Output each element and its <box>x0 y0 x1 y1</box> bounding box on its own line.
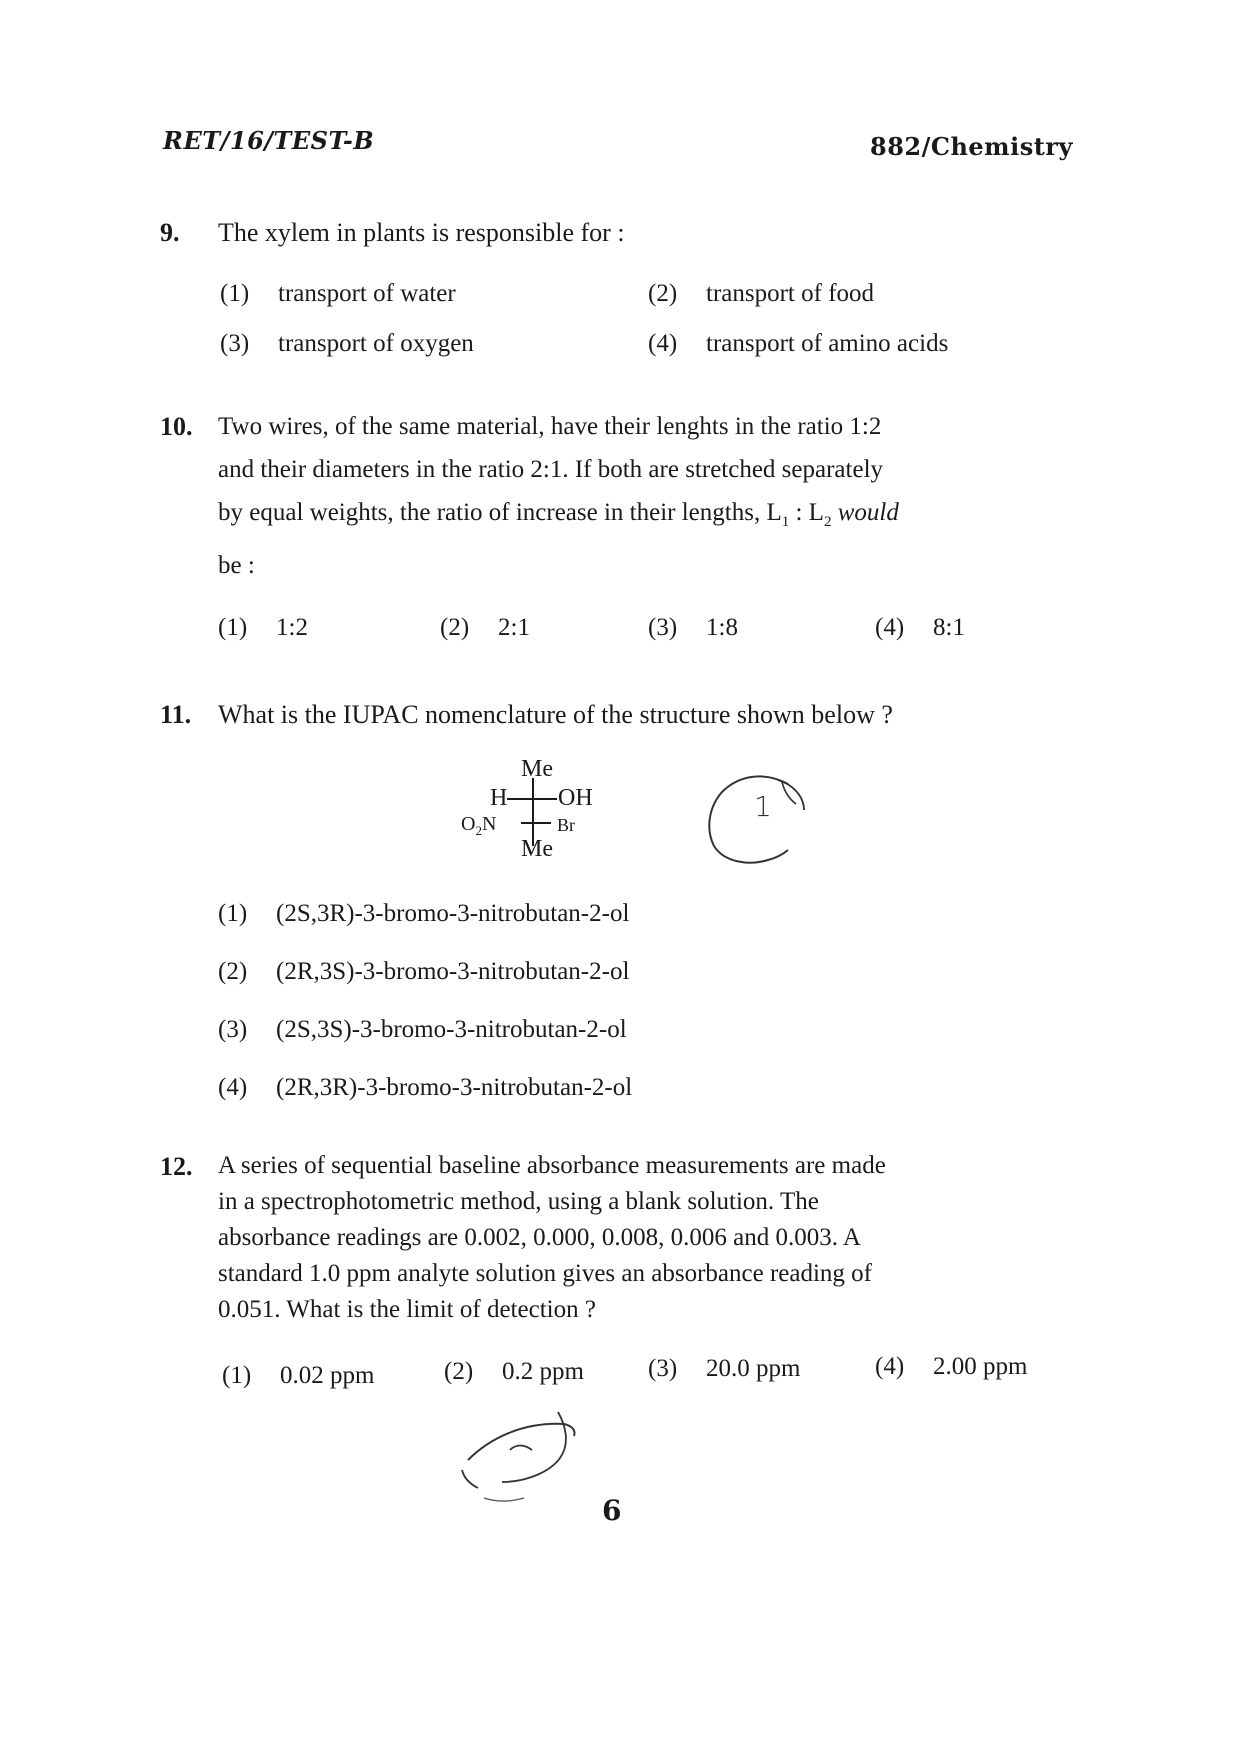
option-4[interactable] <box>218 1074 632 1102</box>
question-text: A series of sequential baseline absorbance measurements are made in a spectrophotometric method, using a blank solution. The absorbance readings are 0.002, 0.000, 0.008, 0.006 and 0.003. A standard 1.0 ppm analyte solution gives an absorbance reading of 0.051. What is the limit of detection ? <box>218 1152 886 1323</box>
option-number: (1) <box>220 280 250 307</box>
option-number: (3) <box>218 1016 248 1043</box>
option-3[interactable] <box>648 614 738 642</box>
option-2[interactable] <box>218 958 629 986</box>
header-subject: 882/Chemistry <box>870 132 1073 161</box>
option-1[interactable] <box>220 280 456 308</box>
option-1[interactable] <box>222 1362 374 1390</box>
option-number: (1) <box>218 614 248 641</box>
option-number: (3) <box>648 614 678 641</box>
option-text: (2R,3R)-3-bromo-3-nitrobutan-2-ol <box>276 1074 633 1101</box>
option-number: (4) <box>648 330 678 357</box>
substituent-right-upper: OH <box>558 785 593 811</box>
question-text: Two wires, of the same material, have their lenghts in the ratio 1:2 and their diameters in the ratio 2:1. If both are stretched separately by equal weights, the ratio of increase in their lengths, $L_1$ : $L_2$ would be : <box>218 413 899 579</box>
option-number: (4) <box>875 1353 905 1380</box>
question-number: 12. <box>160 1152 193 1181</box>
question-text: What is the IUPAC nomenclature of the structure shown below ? <box>218 700 893 729</box>
option-number: (3) <box>220 330 250 357</box>
option-number: (2) <box>440 614 470 641</box>
option-text: 2.00 ppm <box>933 1353 1028 1380</box>
option-text: 0.02 ppm <box>280 1362 375 1389</box>
question-text: The xylem in plants is responsible for : <box>218 218 625 247</box>
option-text: (2S,3S)-3-bromo-3-nitrobutan-2-ol <box>276 1016 627 1043</box>
option-4[interactable] <box>875 1353 1027 1381</box>
option-2[interactable] <box>444 1358 584 1386</box>
option-text: transport of amino acids <box>706 330 949 357</box>
option-number: (4) <box>875 614 905 641</box>
substituent-bottom: Me <box>521 836 553 862</box>
option-text: 0.2 ppm <box>502 1358 584 1385</box>
option-number: (2) <box>218 958 248 985</box>
handwritten-answer: 1 <box>754 790 772 823</box>
option-number: (2) <box>444 1358 474 1385</box>
question-number: 10. <box>160 412 193 441</box>
option-4[interactable] <box>875 614 965 642</box>
option-number: (3) <box>648 1355 678 1382</box>
option-text: 20.0 ppm <box>706 1355 801 1382</box>
option-2[interactable] <box>440 614 530 642</box>
option-3[interactable] <box>220 330 474 358</box>
option-number: (4) <box>218 1074 248 1101</box>
option-text: transport of oxygen <box>278 330 474 357</box>
option-text: 1:8 <box>706 614 738 641</box>
option-number: (1) <box>222 1362 252 1389</box>
option-text: transport of water <box>278 280 456 307</box>
option-number: (1) <box>218 900 248 927</box>
option-text: (2S,3R)-3-bromo-3-nitrobutan-2-ol <box>276 900 630 927</box>
option-text: 8:1 <box>933 614 965 641</box>
question-number: 11. <box>160 700 192 729</box>
option-3[interactable] <box>648 1355 800 1383</box>
option-3[interactable] <box>218 1016 627 1044</box>
page-number: 6 <box>602 1494 622 1527</box>
option-text: 2:1 <box>498 614 530 641</box>
question-number: 9. <box>160 218 180 247</box>
option-1[interactable] <box>218 900 629 928</box>
option-2[interactable] <box>648 280 874 308</box>
substituent-left-lower: $O_2N$ <box>461 813 497 838</box>
substituent-right-lower: Br <box>557 815 575 835</box>
option-number: (2) <box>648 280 678 307</box>
option-4[interactable] <box>648 330 948 358</box>
header-code: RET/16/TEST-B <box>163 126 375 155</box>
option-text: (2R,3S)-3-bromo-3-nitrobutan-2-ol <box>276 958 630 985</box>
option-text: 1:2 <box>276 614 308 641</box>
option-1[interactable] <box>218 614 308 642</box>
substituent-left-upper: H <box>490 785 508 811</box>
handwritten-scribble-mark <box>440 1398 600 1508</box>
substituent-top: Me <box>521 756 553 782</box>
option-text: transport of food <box>706 280 875 307</box>
